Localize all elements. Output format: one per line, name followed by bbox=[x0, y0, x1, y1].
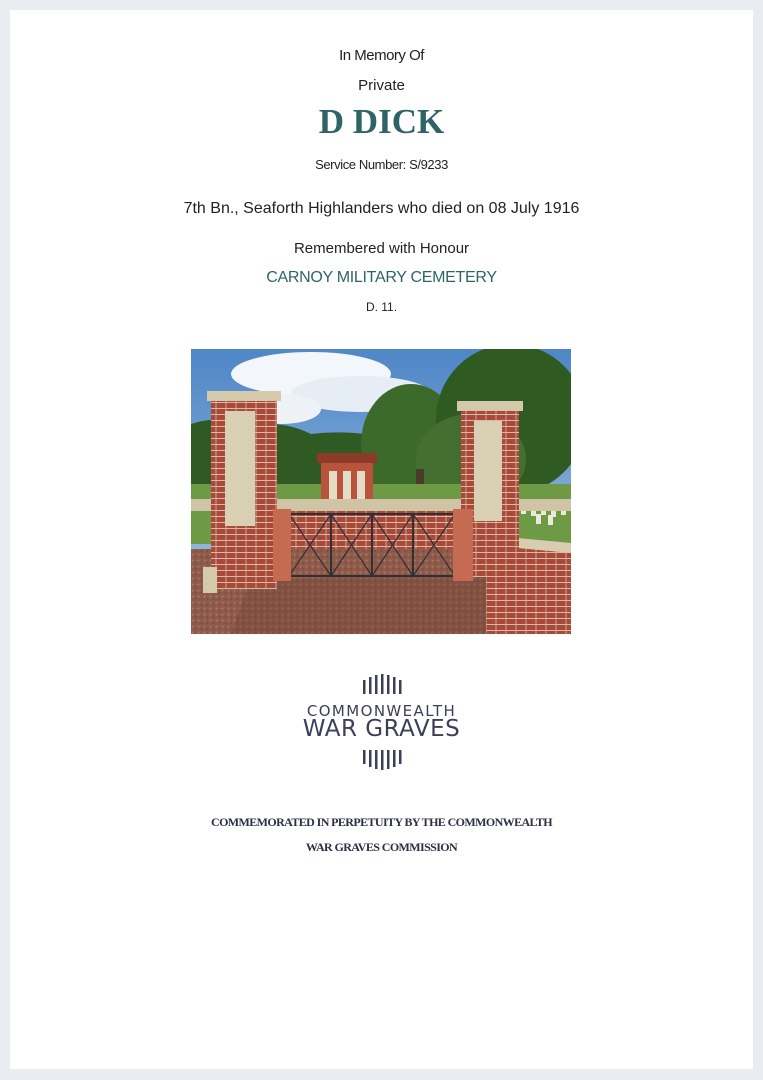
remembered-text: Remembered with Honour bbox=[293, 240, 470, 257]
service-number: Service Number: S/9233 bbox=[315, 157, 448, 172]
rank: Private bbox=[358, 77, 405, 94]
cemetery-name: CARNOY MILITARY CEMETERY bbox=[266, 269, 497, 286]
cemetery-photo bbox=[191, 349, 571, 634]
logo-bottom-bars-icon bbox=[280, 750, 483, 772]
heading: In Memory Of bbox=[339, 47, 424, 64]
footer-line-2: WAR GRAVES COMMISSION bbox=[305, 840, 458, 854]
logo-top-bars-icon bbox=[280, 672, 483, 694]
cwgc-logo bbox=[280, 672, 483, 772]
casualty-name: D DICK bbox=[318, 102, 445, 141]
certificate-page bbox=[10, 10, 753, 1069]
logo-line-commonwealth: COMMONWEALTH bbox=[306, 702, 457, 720]
unit-line: 7th Bn., Seaforth Highlanders who died on 08 July 1916 bbox=[183, 200, 580, 217]
logo-line-war-graves: WAR GRAVES bbox=[302, 716, 461, 742]
grave-reference: D. 11. bbox=[365, 300, 398, 314]
footer-line-1: COMMEMORATED IN PERPETUITY BY THE COMMONWEALTH bbox=[211, 815, 552, 829]
